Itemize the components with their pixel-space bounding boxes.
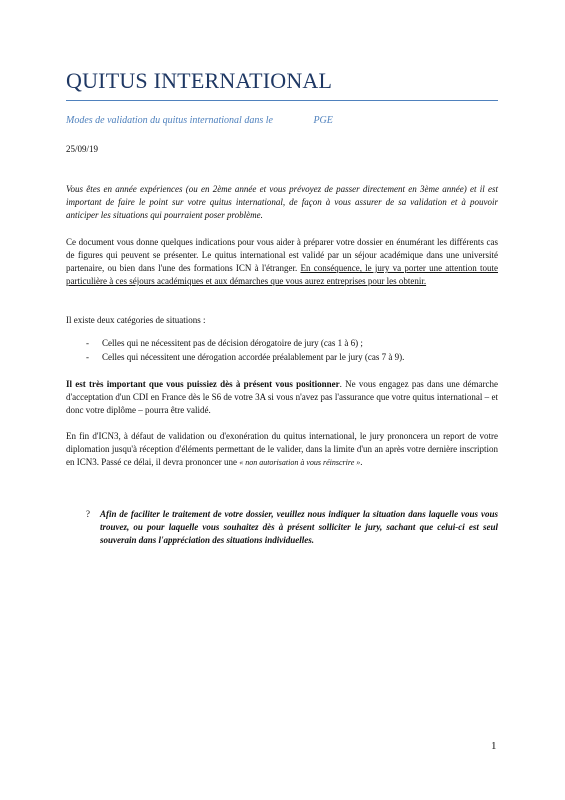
deadline-text: En fin d'ICN3, à défaut de validation ou d'exonération du quitus international, le jury prononcera un report de votre diplomation jusqu'à réception d'éléments permettant de le valider, dans la limite d'un an après votre dernière inscription en ICN3. Passé ce délai, il devra prononcer une [66, 431, 498, 467]
list-item: - Celles qui nécessitent une dérogation accordée préalablement par le jury (cas 7 à 9). [86, 350, 498, 364]
guidance-underlined-text: En conséquence, le jury va porter une attention toute particulière à ces séjours académiques et aux démarches que vous aurez entreprises pour les obtenir. [66, 263, 499, 286]
importance-paragraph [66, 378, 498, 417]
categories-list [86, 336, 498, 364]
note-bullet-icon: ? [86, 509, 90, 519]
subtitle-program: PGE [313, 115, 333, 126]
intro-paragraph: Vous êtes en année expériences (ou en 2ème année et vous prévoyez de passer directement en 3ème année) et il est important de faire le point sur votre quitus international, de façon à vous assurer de sa validation et à pouvoir anticiper les situations qui pourraient poser problème. [66, 184, 498, 220]
deadline-quote: « non autorisation à vous réinscrire » [239, 458, 361, 467]
page-number: 1 [491, 740, 497, 752]
document-title: QUITUS INTERNATIONAL [66, 68, 333, 93]
deadline-end: . [360, 457, 363, 467]
categories-intro: Il existe deux catégories de situations : [66, 315, 206, 325]
note-paragraph [86, 508, 498, 547]
document-date: 25/09/19 [66, 144, 99, 154]
importance-bold-text: Il est très important que vous puissiez dès à présent vous positionner [66, 379, 340, 389]
importance-text: . Ne vous engagez pas dans une démarche d'acceptation d'un CDI en France dès le S6 de votre 3A si vous n'avez pas l'assurance que votre quitus international – et donc votre diplôme – pourra être validé. [66, 379, 498, 415]
guidance-text: Ce document vous donne quelques indications pour vous aider à préparer votre dossier en énumérant les différents cas de figures qui peuvent se présenter. Le quitus international est validé par un séjour académique dans une université partenaire, ou bien dans l'une des formations ICN à l'étranger. [66, 237, 498, 273]
title-underline [66, 100, 498, 101]
note-text: Afin de faciliter le traitement de votre dossier, veuillez nous indiquer la situation dans laquelle vous vous trouvez, ou pour laquelle vous souhaitez dès à présent solliciter le jury, sachant que celui-ci est seul souverain dans l'appréciation des situations individuelles. [100, 509, 498, 545]
list-item: - Celles qui ne nécessitent pas de décision dérogatoire de jury (cas 1 à 6) ; [86, 336, 498, 350]
document-subtitle [66, 115, 333, 126]
deadline-paragraph [66, 430, 498, 469]
guidance-paragraph [66, 236, 498, 288]
subtitle-main: Modes de validation du quitus international dans le [66, 115, 273, 126]
